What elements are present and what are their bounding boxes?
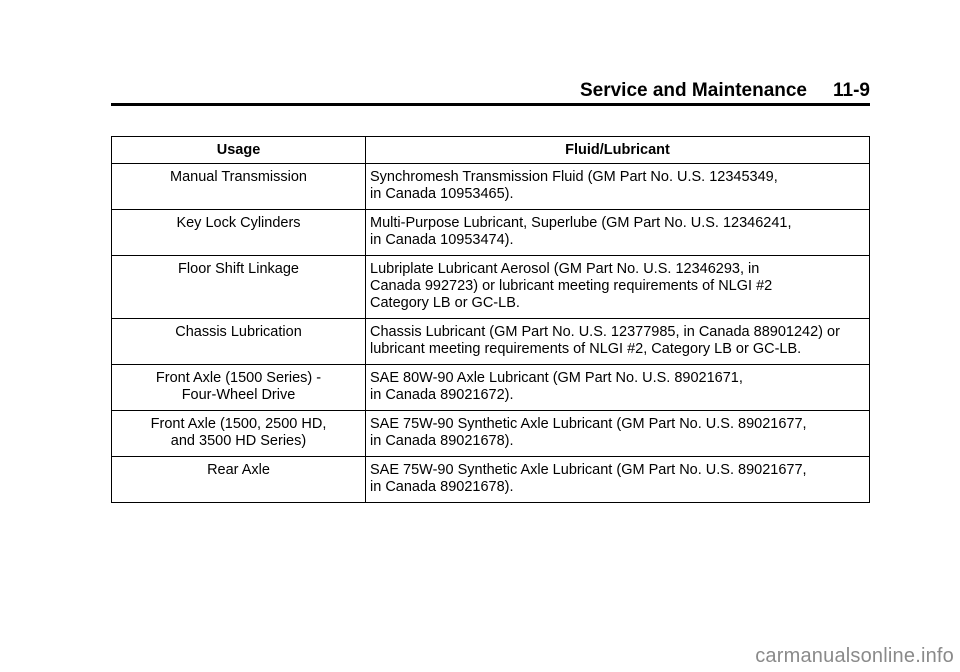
table-row — [112, 210, 870, 256]
page-number: 11-9 — [833, 80, 870, 101]
fluid-cell: SAE 75W-90 Synthetic Axle Lubricant (GM Part No. U.S. 89021677, in Canada 89021678). — [366, 457, 870, 503]
usage-cell: Key Lock Cylinders — [112, 210, 366, 256]
watermark-text: carmanualsonline.info — [755, 645, 954, 667]
table-body — [112, 164, 870, 503]
usage-cell: Manual Transmission — [112, 164, 366, 210]
fluid-cell: Lubriplate Lubricant Aerosol (GM Part No. U.S. 12346293, in Canada 992723) or lubricant meeting requirements of NLGI #2 Category LB or GC-LB. — [366, 256, 870, 319]
usage-cell: Chassis Lubrication — [112, 319, 366, 365]
column-header-fluid: Fluid/Lubricant — [366, 137, 870, 164]
fluid-cell: Multi-Purpose Lubricant, Superlube (GM Part No. U.S. 12346241, in Canada 10953474). — [366, 210, 870, 256]
table-header-row — [112, 137, 870, 164]
column-header-usage: Usage — [112, 137, 366, 164]
page-title — [580, 80, 870, 102]
usage-cell: Floor Shift Linkage — [112, 256, 366, 319]
usage-cell: Rear Axle — [112, 457, 366, 503]
page-header — [111, 78, 870, 104]
fluid-cell: Synchromesh Transmission Fluid (GM Part No. U.S. 12345349, in Canada 10953465). — [366, 164, 870, 210]
usage-cell: Front Axle (1500 Series) - Four-Wheel Drive — [112, 365, 366, 411]
fluid-cell: SAE 80W-90 Axle Lubricant (GM Part No. U.S. 89021671, in Canada 89021672). — [366, 365, 870, 411]
fluid-cell: SAE 75W-90 Synthetic Axle Lubricant (GM Part No. U.S. 89021677, in Canada 89021678). — [366, 411, 870, 457]
table-row — [112, 457, 870, 503]
usage-cell: Front Axle (1500, 2500 HD, and 3500 HD Series) — [112, 411, 366, 457]
fluid-cell: Chassis Lubricant (GM Part No. U.S. 12377985, in Canada 88901242) or lubricant meeting requirements of NLGI #2, Category LB or GC-LB. — [366, 319, 870, 365]
table-row — [112, 411, 870, 457]
fluids-lubricants-table — [111, 136, 870, 503]
table-row — [112, 365, 870, 411]
table-row — [112, 164, 870, 210]
table-row — [112, 319, 870, 365]
header-rule — [111, 103, 870, 106]
table-row — [112, 256, 870, 319]
section-title: Service and Maintenance — [579, 80, 808, 101]
